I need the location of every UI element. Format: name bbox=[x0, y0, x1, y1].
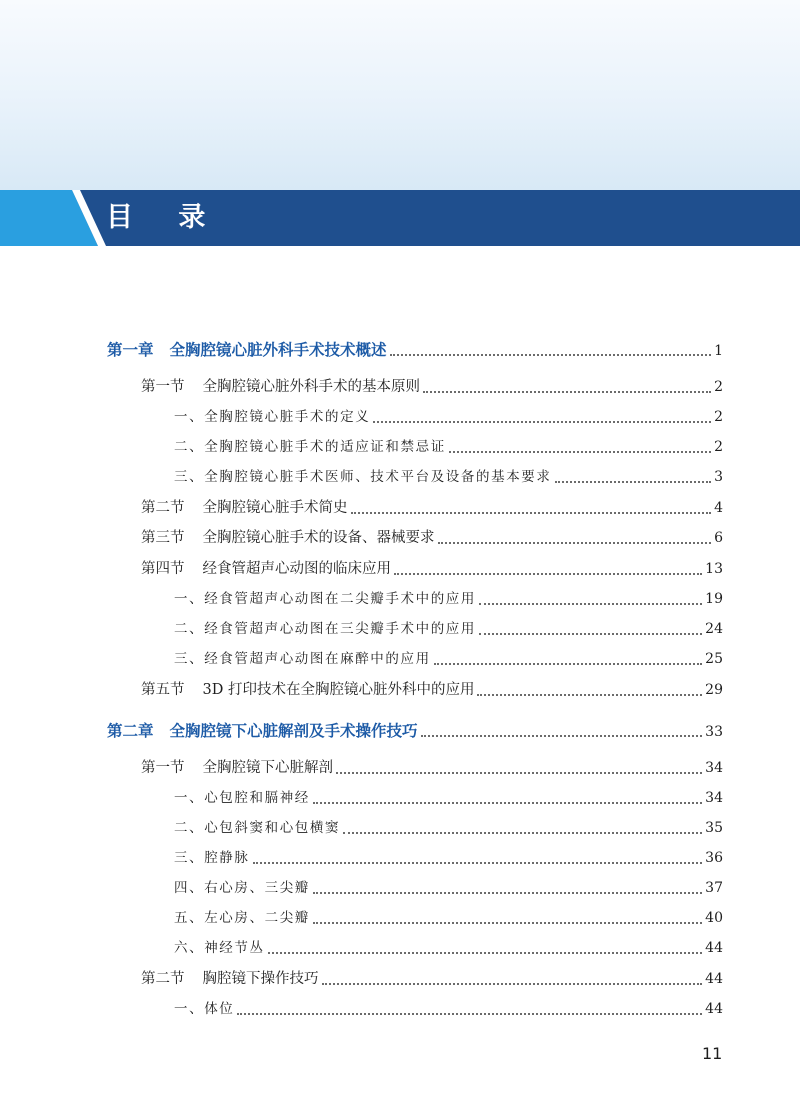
toc-subsection-row[interactable] bbox=[174, 876, 723, 904]
toc-subsection-row[interactable] bbox=[174, 465, 723, 493]
section-number: 第一节 bbox=[141, 379, 185, 395]
subsection-title: 五、左心房、二尖瓣 bbox=[174, 910, 310, 926]
toc-subsection-row[interactable] bbox=[174, 936, 723, 964]
toc-subsection-row[interactable] bbox=[174, 846, 723, 874]
page-ref: 24 bbox=[705, 621, 723, 637]
page-ref: 6 bbox=[714, 530, 723, 546]
page-ref: 2 bbox=[714, 439, 723, 455]
dot-leader bbox=[423, 391, 711, 393]
subsection-title: 六、神经节丛 bbox=[174, 940, 265, 956]
dot-leader bbox=[268, 952, 703, 954]
toc-subsection-row[interactable] bbox=[174, 587, 723, 615]
subsection-title: 四、右心房、三尖瓣 bbox=[174, 880, 310, 896]
toc-section-row[interactable] bbox=[141, 496, 723, 524]
dot-leader bbox=[351, 512, 712, 514]
page-ref: 1 bbox=[714, 343, 723, 359]
section-number: 第一节 bbox=[141, 760, 185, 776]
toc-section-row[interactable] bbox=[141, 967, 723, 995]
subsection-title: 三、腔静脉 bbox=[174, 850, 250, 866]
page-ref: 3 bbox=[714, 469, 723, 485]
dot-leader bbox=[479, 603, 702, 605]
toc-chapter-row[interactable] bbox=[107, 338, 723, 366]
subsection-title: 一、经食管超声心动图在二尖瓣手术中的应用 bbox=[174, 591, 476, 607]
subsection-title: 三、经食管超声心动图在麻醉中的应用 bbox=[174, 651, 431, 667]
dot-leader bbox=[390, 354, 712, 356]
subsection-title: 三、全胸腔镜心脏手术医师、技术平台及设备的基本要求 bbox=[174, 469, 552, 485]
page-ref: 44 bbox=[705, 1001, 723, 1017]
dot-leader bbox=[253, 862, 703, 864]
dot-leader bbox=[313, 802, 702, 804]
dot-leader bbox=[373, 421, 711, 423]
toc-subsection-row[interactable] bbox=[174, 816, 723, 844]
page-ref: 29 bbox=[705, 682, 723, 698]
toc-section-row[interactable] bbox=[141, 678, 723, 706]
dot-leader bbox=[421, 735, 703, 737]
toc-subsection-row[interactable] bbox=[174, 906, 723, 934]
toc-section-row[interactable] bbox=[141, 526, 723, 554]
dot-leader bbox=[477, 694, 702, 696]
page-ref: 2 bbox=[714, 379, 723, 395]
page-ref: 37 bbox=[705, 880, 723, 896]
subsection-title: 一、心包腔和膈神经 bbox=[174, 790, 310, 806]
dot-leader bbox=[449, 451, 711, 453]
section-title: 全胸腔镜下心脏解剖 bbox=[202, 760, 333, 776]
toc-subsection-row[interactable] bbox=[174, 405, 723, 433]
dot-leader bbox=[555, 481, 712, 483]
chapter-number: 第二章 bbox=[107, 722, 154, 740]
section-number: 第二节 bbox=[141, 500, 185, 516]
toc-section-row[interactable] bbox=[141, 756, 723, 784]
page-ref: 25 bbox=[705, 651, 723, 667]
toc-subsection-row[interactable] bbox=[174, 997, 723, 1025]
subsection-title: 二、心包斜窦和心包横窦 bbox=[174, 820, 341, 836]
chapter-number: 第一章 bbox=[107, 341, 154, 359]
dot-leader bbox=[322, 983, 703, 985]
dot-leader bbox=[237, 1013, 702, 1015]
subsection-title: 一、体位 bbox=[174, 1001, 235, 1017]
dot-leader bbox=[313, 892, 702, 894]
section-title: 3D 打印技术在全胸腔镜心脏外科中的应用 bbox=[202, 682, 475, 698]
page-ref: 44 bbox=[705, 940, 723, 956]
page-ref: 34 bbox=[705, 790, 723, 806]
section-title: 经食管超声心动图的临床应用 bbox=[202, 561, 391, 577]
dot-leader bbox=[438, 542, 712, 544]
toc-subsection-row[interactable] bbox=[174, 617, 723, 645]
subsection-title: 二、经食管超声心动图在三尖瓣手术中的应用 bbox=[174, 621, 476, 637]
section-number: 第三节 bbox=[141, 530, 185, 546]
chapter-title: 全胸腔镜下心脏解剖及手术操作技巧 bbox=[169, 722, 418, 740]
page-title: 目 录 bbox=[106, 202, 224, 233]
toc-section-row[interactable] bbox=[141, 375, 723, 403]
section-number: 第四节 bbox=[141, 561, 185, 577]
page-ref: 34 bbox=[705, 760, 723, 776]
title-banner bbox=[0, 190, 800, 246]
toc-section-row[interactable] bbox=[141, 557, 723, 585]
page-ref: 33 bbox=[705, 724, 723, 740]
section-number: 第五节 bbox=[141, 682, 185, 698]
section-title: 全胸腔镜心脏手术简史 bbox=[202, 500, 348, 516]
page-ref: 4 bbox=[714, 500, 723, 516]
page-ref: 13 bbox=[705, 561, 723, 577]
page-number: 11 bbox=[702, 1044, 723, 1063]
page-ref: 35 bbox=[705, 820, 723, 836]
subsection-title: 二、全胸腔镜心脏手术的适应证和禁忌证 bbox=[174, 439, 446, 455]
dot-leader bbox=[394, 573, 702, 575]
dot-leader bbox=[343, 832, 702, 834]
toc-subsection-row[interactable] bbox=[174, 647, 723, 675]
dot-leader bbox=[313, 922, 702, 924]
toc-subsection-row[interactable] bbox=[174, 435, 723, 463]
section-title: 全胸腔镜心脏手术的设备、器械要求 bbox=[202, 530, 435, 546]
section-title: 全胸腔镜心脏外科手术的基本原则 bbox=[202, 379, 420, 395]
section-number: 第二节 bbox=[141, 971, 185, 987]
toc-subsection-row[interactable] bbox=[174, 786, 723, 814]
section-title: 胸腔镜下操作技巧 bbox=[202, 971, 319, 987]
chapter-title: 全胸腔镜心脏外科手术技术概述 bbox=[169, 341, 387, 359]
subsection-title: 一、全胸腔镜心脏手术的定义 bbox=[174, 409, 371, 425]
page-ref: 44 bbox=[705, 971, 723, 987]
header-background bbox=[0, 0, 800, 190]
dot-leader bbox=[479, 633, 702, 635]
page-ref: 19 bbox=[705, 591, 723, 607]
page-ref: 2 bbox=[714, 409, 723, 425]
dot-leader bbox=[336, 772, 702, 774]
page-ref: 36 bbox=[705, 850, 723, 866]
toc-chapter-row[interactable] bbox=[107, 719, 723, 747]
dot-leader bbox=[434, 663, 702, 665]
page-ref: 40 bbox=[705, 910, 723, 926]
